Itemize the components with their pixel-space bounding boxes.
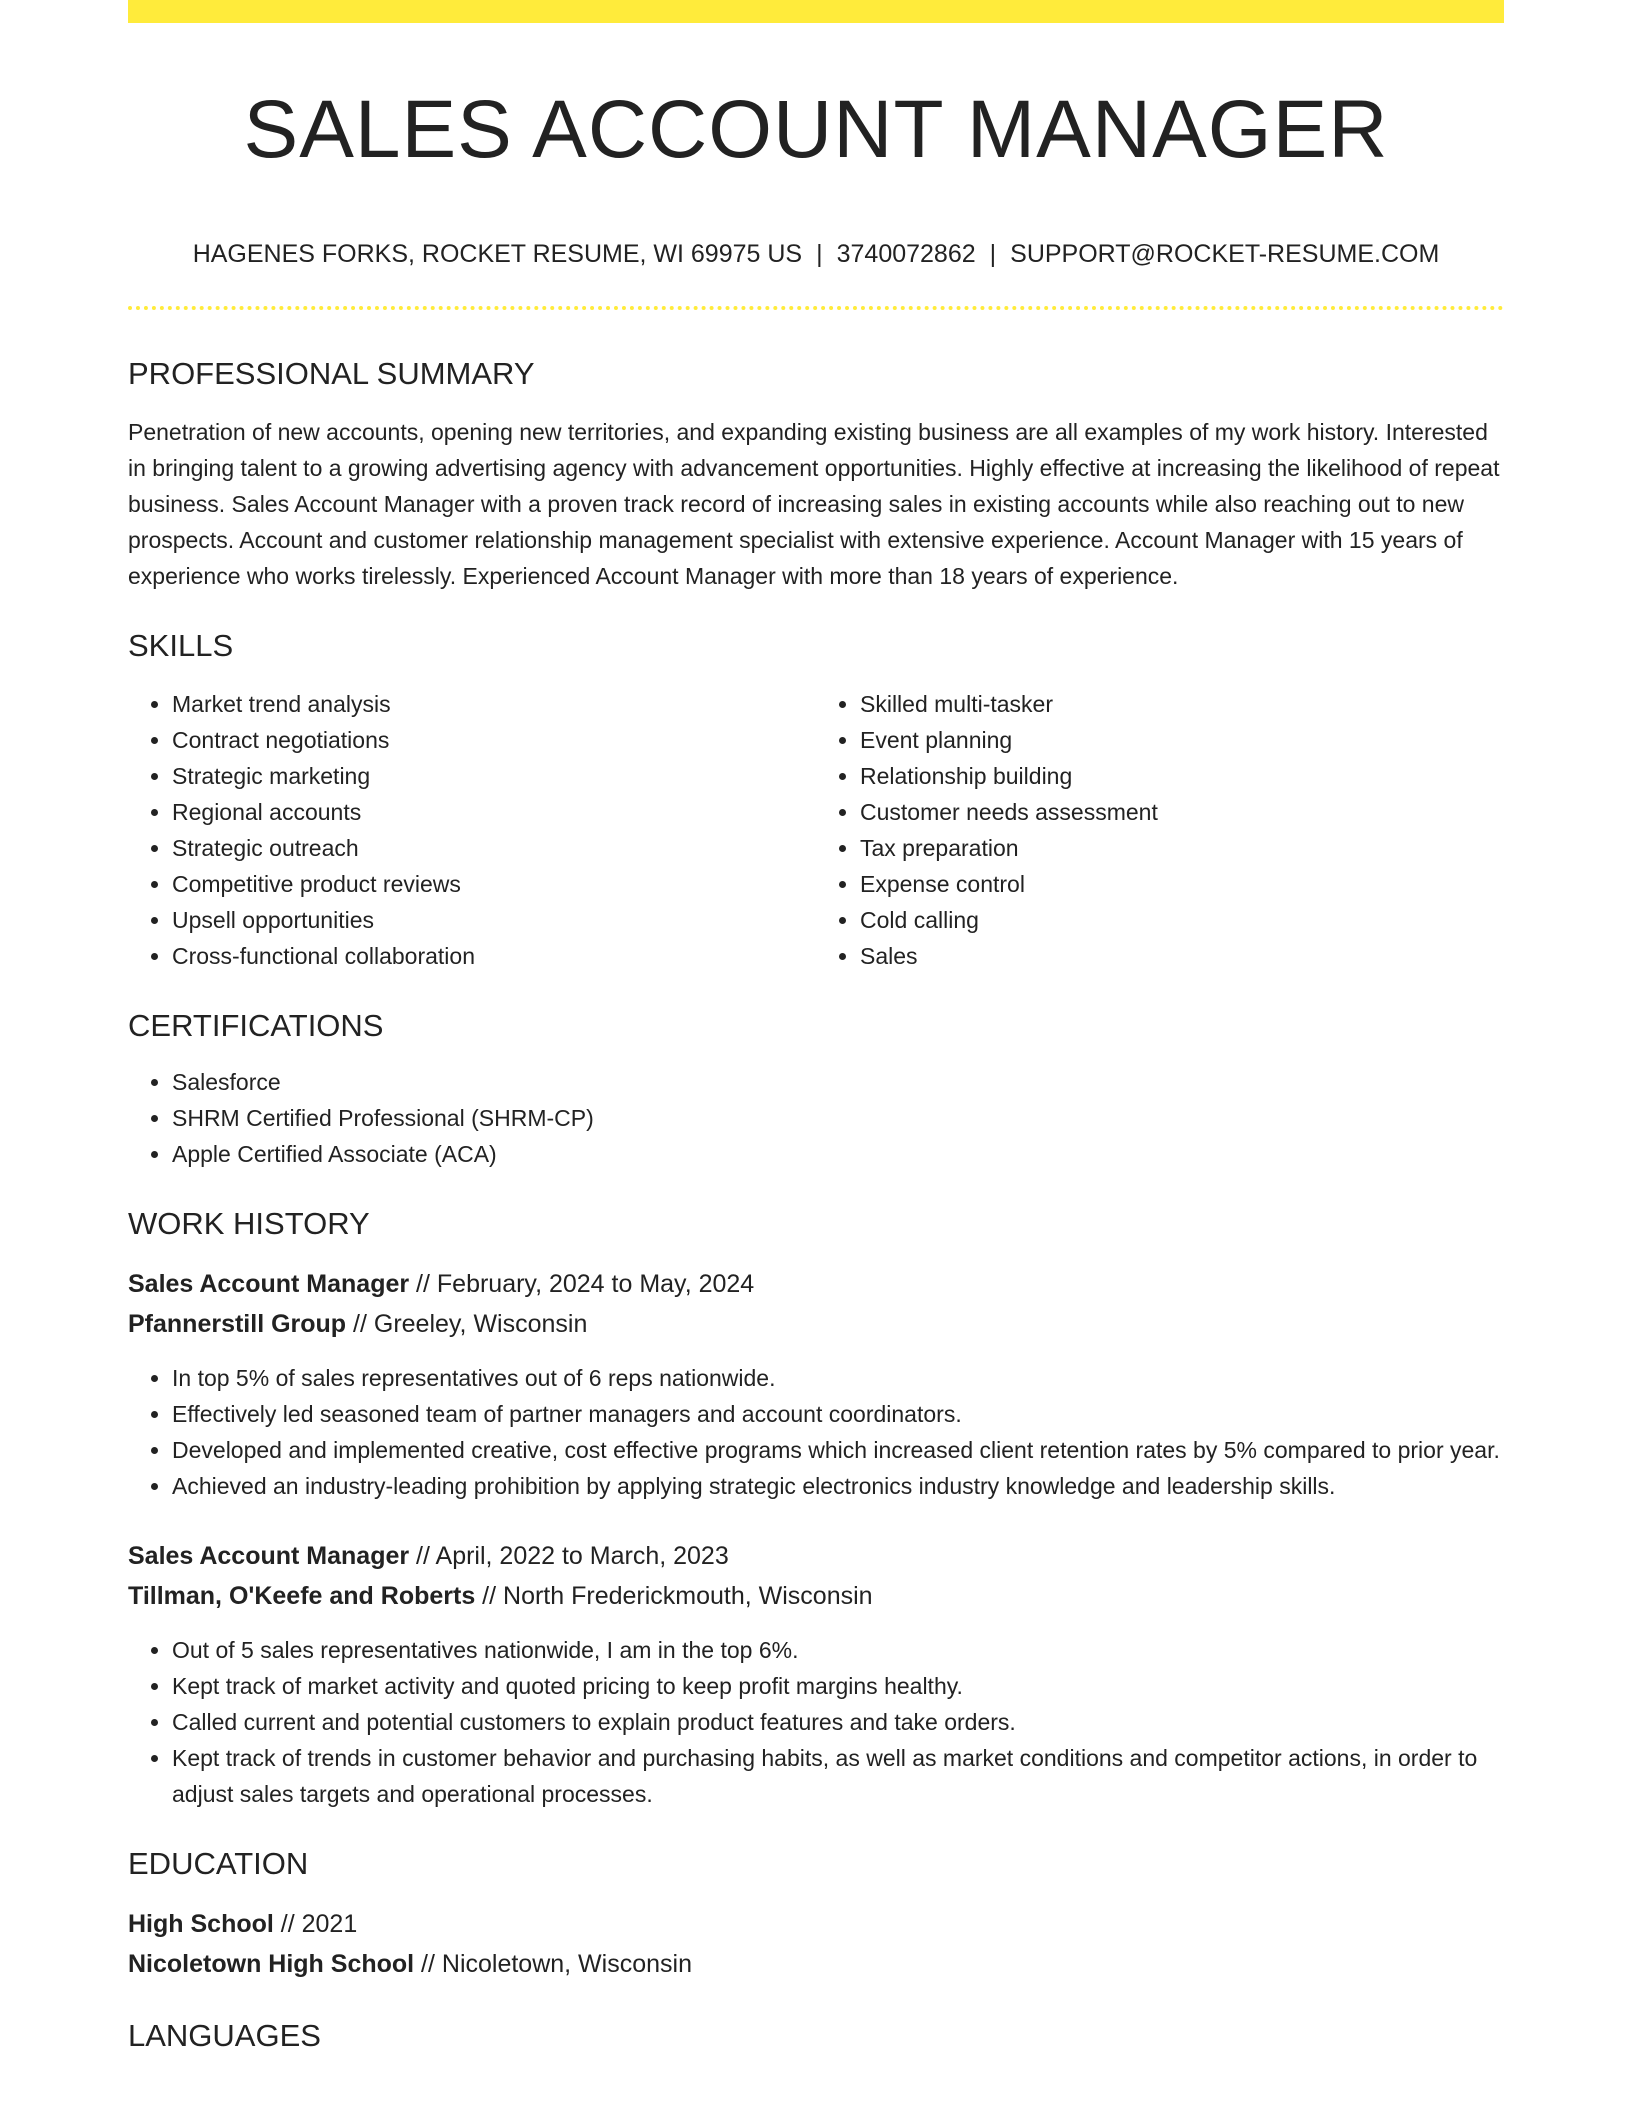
job-bullet: • Called current and potential customers to explain product features and take orders. bbox=[172, 1704, 1504, 1740]
section-title-languages: LANGUAGES bbox=[128, 2018, 321, 2053]
section-title-education: EDUCATION bbox=[128, 1846, 309, 1881]
job-bullet: • Effectively led seasoned team of partner managers and account coordinators. bbox=[172, 1396, 1504, 1432]
skill-item: • Tax preparation bbox=[860, 830, 1504, 866]
skill-item: • Strategic marketing bbox=[172, 758, 816, 794]
job-bullets bbox=[128, 1632, 1504, 1812]
skill-item: • Event planning bbox=[860, 722, 1504, 758]
skill-item: • Contract negotiations bbox=[172, 722, 816, 758]
job-title-line bbox=[128, 1536, 1504, 1576]
job-company: Tillman, O'Keefe and Roberts bbox=[128, 1582, 476, 1610]
section-title-work-history: WORK HISTORY bbox=[128, 1206, 370, 1241]
skills-list-right bbox=[816, 686, 1504, 974]
phone: 3740072862 bbox=[836, 240, 976, 268]
job-role: Sales Account Manager bbox=[128, 1542, 410, 1570]
contact-line bbox=[128, 236, 1504, 272]
contact-separator: | bbox=[816, 240, 823, 268]
job-role: Sales Account Manager bbox=[128, 1270, 410, 1298]
education-year: // 2021 bbox=[273, 1910, 358, 1938]
address: HAGENES FORKS, ROCKET RESUME, WI 69975 US bbox=[192, 240, 803, 268]
skill-item: • Cold calling bbox=[860, 902, 1504, 938]
education-school-line bbox=[128, 1944, 1504, 1984]
job-title-line bbox=[128, 1264, 1504, 1304]
skill-item: • Upsell opportunities bbox=[172, 902, 816, 938]
contact-separator: | bbox=[989, 240, 997, 268]
job-company-line bbox=[128, 1304, 1504, 1344]
job-dates: // February, 2024 to May, 2024 bbox=[409, 1270, 755, 1298]
job-location: // Greeley, Wisconsin bbox=[346, 1310, 588, 1338]
skill-item: • Skilled multi-tasker bbox=[860, 686, 1504, 722]
skill-item: • Cross-functional collaboration bbox=[172, 938, 816, 974]
education-degree-line bbox=[128, 1904, 1504, 1944]
section-title-summary: PROFESSIONAL SUMMARY bbox=[128, 356, 535, 391]
accent-bar bbox=[128, 0, 1504, 23]
job-bullet: • Kept track of trends in customer behavior and purchasing habits, as well as market conditions and competitor actions, in order to adjust sales targets and operational processes. bbox=[172, 1740, 1504, 1812]
certifications-list bbox=[128, 1064, 1504, 1172]
education-location: // Nicoletown, Wisconsin bbox=[414, 1950, 692, 1978]
email: SUPPORT@ROCKET-RESUME.COM bbox=[1010, 240, 1440, 268]
skills-columns bbox=[128, 686, 1504, 974]
summary-text: Penetration of new accounts, opening new territories, and expanding existing business are all examples of my work history. Interested in bringing talent to a growing advertising agency with advancement opportunities. Highly effective at increasing the likelihood of repeat business. Sales Account Manager with a proven track record of increasing sales in existing accounts while also reaching out to new prospects. Account and customer relationship management specialist with extensive experience. Account Manager with 15 years of experience who works tirelessly. Experienced Account Manager with more than 18 years of experience. bbox=[128, 419, 1500, 589]
job-bullet: • Achieved an industry-leading prohibition by applying strategic electronics industry knowledge and leadership skills. bbox=[172, 1468, 1504, 1504]
page-title: SALES ACCOUNT MANAGER bbox=[243, 84, 1389, 175]
section-title-certifications: CERTIFICATIONS bbox=[128, 1008, 384, 1043]
skills-list-left bbox=[128, 686, 816, 974]
job-bullet: • Out of 5 sales representatives nationwide, I am in the top 6%. bbox=[172, 1632, 1504, 1668]
education-degree: High School bbox=[128, 1910, 274, 1938]
certification-item: • Salesforce bbox=[172, 1064, 1504, 1100]
education-school: Nicoletown High School bbox=[128, 1950, 415, 1978]
job-dates: // April, 2022 to March, 2023 bbox=[409, 1542, 729, 1570]
skill-item: • Customer needs assessment bbox=[860, 794, 1504, 830]
job-company: Pfannerstill Group bbox=[128, 1310, 347, 1338]
skill-item: • Relationship building bbox=[860, 758, 1504, 794]
job-bullet: • In top 5% of sales representatives out of 6 reps nationwide. bbox=[172, 1360, 1504, 1396]
skill-item: • Expense control bbox=[860, 866, 1504, 902]
job-bullet: • Developed and implemented creative, cost effective programs which increased client retention rates by 5% compared to prior year. bbox=[172, 1432, 1504, 1468]
section-title-skills: SKILLS bbox=[128, 628, 234, 663]
job-bullets bbox=[128, 1360, 1504, 1504]
job-bullet: • Kept track of market activity and quoted pricing to keep profit margins healthy. bbox=[172, 1668, 1504, 1704]
resume-content bbox=[128, 352, 1504, 2058]
job-company-line bbox=[128, 1576, 1504, 1616]
skill-item: • Regional accounts bbox=[172, 794, 816, 830]
job-location: // North Frederickmouth, Wisconsin bbox=[475, 1582, 873, 1610]
skill-item: • Strategic outreach bbox=[172, 830, 816, 866]
skill-item: • Market trend analysis bbox=[172, 686, 816, 722]
dotted-divider bbox=[128, 306, 1504, 310]
skill-item: • Sales bbox=[860, 938, 1504, 974]
certification-item: • SHRM Certified Professional (SHRM-CP) bbox=[172, 1100, 1504, 1136]
certification-item: • Apple Certified Associate (ACA) bbox=[172, 1136, 1504, 1172]
skill-item: • Competitive product reviews bbox=[172, 866, 816, 902]
